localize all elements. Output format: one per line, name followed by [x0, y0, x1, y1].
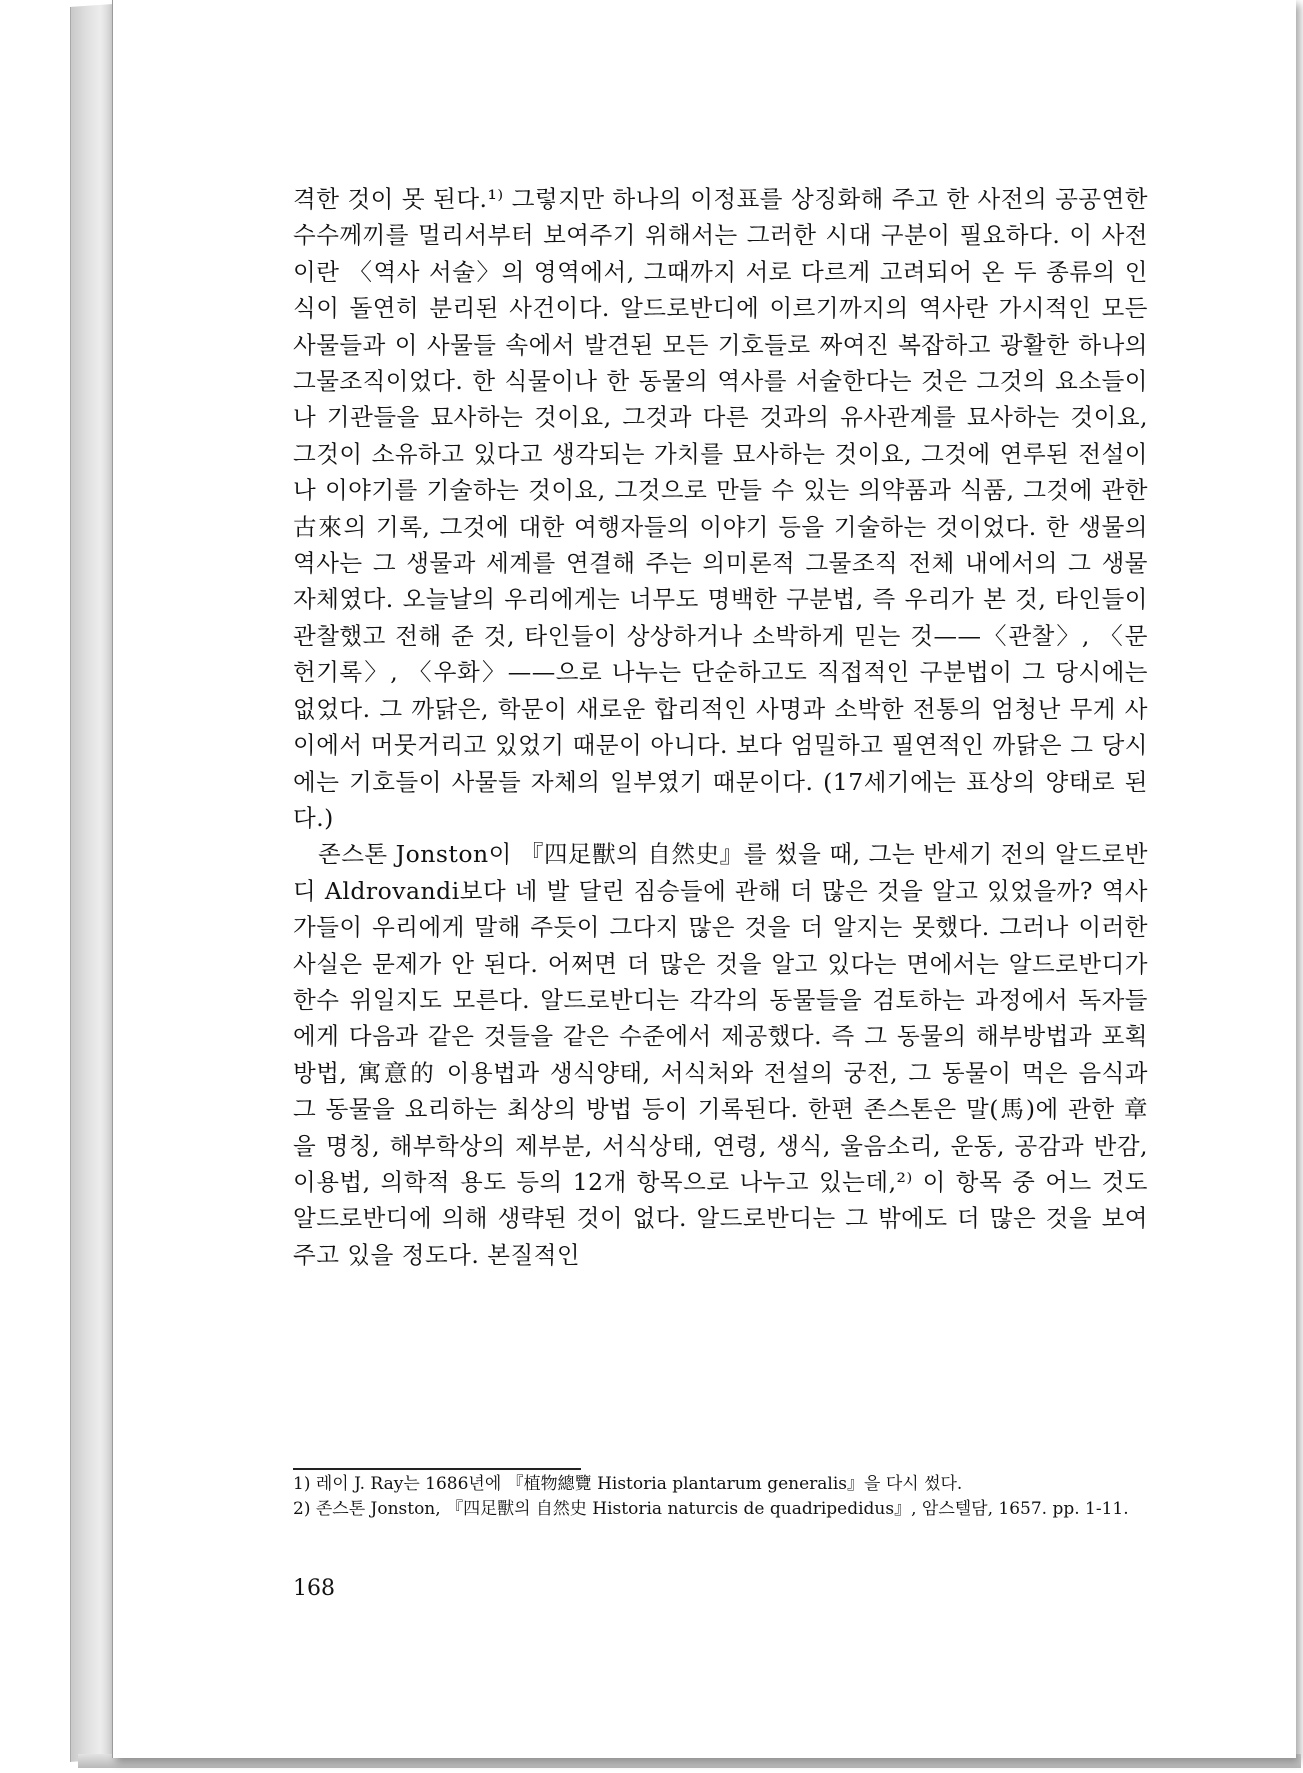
book-spine	[70, 4, 113, 1762]
page-number: 168	[293, 1576, 335, 1601]
paragraph-2: 존스톤 Jonston이 『四足獸의 自然史』를 썼을 때, 그는 반세기 전의 알드로반디 Aldrovandi보다 네 발 달린 짐승들에 관해 더 많은 것을 알고 있었을까? 역사가들이 우리에게 말해 주듯이 그다지 많은 것을 더 알지는 못했다. 그러나 이러한 사실은 문제가 안 된다. 어쩌면 더 많은 것을 알고 있다는 면에서는 알드로반디가 한수 위일지도 모른다. 알드로반디는 각각의 동물들을 검토하는 과정에서 독자들에게 다음과 같은 것들을 같은 수준에서 제공했다. 즉 그 동물의 해부방법과 포획방법, 寓意的 이용법과 생식양태, 서식처와 전설의 궁전, 그 동물이 먹은 음식과 그 동물을 요리하는 최상의 방법 등이 기록된다. 한편 존스톤은 말(馬)에 관한 章을 명칭, 해부학상의 제부분, 서식상태, 연령, 생식, 울음소리, 운동, 공감과 반감, 이용법, 의학적 용도 등의 12개 항목으로 나누고 있는데,²⁾ 이 항목 중 어느 것도 알드로반디에 의해 생략된 것이 없다. 알드로반디는 그 밖에도 더 많은 것을 보여주고 있을 정도다. 본질적인	[293, 840, 1148, 1269]
footnote-1: 1) 레이 J. Ray는 1686년에 『植物總覽 Historia plantarum generalis』을 다시 썼다.	[293, 1474, 963, 1494]
body-text	[293, 181, 1148, 1273]
footnotes	[293, 1472, 1148, 1522]
footnote-divider	[293, 1468, 581, 1470]
footnote-2: 2) 존스톤 Jonston, 『四足獸의 自然史 Historia naturcis de quadripedidus』, 암스텔담, 1657. pp. 1-11.	[293, 1499, 1129, 1519]
paragraph-1: 격한 것이 못 된다.¹⁾ 그렇지만 하나의 이정표를 상징화해 주고 한 사전의 공공연한 수수께끼를 멀리서부터 보여주기 위해서는 그러한 시대 구분이 필요하다. 이 사전이란 〈역사 서술〉의 영역에서, 그때까지 서로 다르게 고려되어 온 두 종류의 인식이 돌연히 분리된 사건이다. 알드로반디에 이르기까지의 역사란 가시적인 모든 사물들과 이 사물들 속에서 발견된 모든 기호들로 짜여진 복잡하고 광활한 하나의 그물조직이었다. 한 식물이나 한 동물의 역사를 서술한다는 것은 그것의 요소들이나 기관들을 묘사하는 것이요, 그것과 다른 것과의 유사관계를 묘사하는 것이요, 그것이 소유하고 있다고 생각되는 가치를 묘사하는 것이요, 그것에 연루된 전설이나 이야기를 기술하는 것이요, 그것으로 만들 수 있는 의약품과 식품, 그것에 관한 古來의 기록, 그것에 대한 여행자들의 이야기 등을 기술하는 것이었다. 한 생물의 역사는 그 생물과 세계를 연결해 주는 의미론적 그물조직 전체 내에서의 그 생물 자체였다. 오늘날의 우리에게는 너무도 명백한 구분법, 즉 우리가 본 것, 타인들이 관찰했고 전해 준 것, 타인들이 상상하거나 소박하게 믿는 것——〈관찰〉, 〈문헌기록〉, 〈우화〉——으로 나누는 단순하고도 직접적인 구분법이 그 당시에는 없었다. 그 까닭은, 학문이 새로운 합리적인 사명과 소박한 전통의 엄청난 무게 사이에서 머뭇거리고 있었기 때문이 아니다. 보다 엄밀하고 필연적인 까닭은 그 당시에는 기호들이 사물들 자체의 일부였기 때문이다. (17세기에는 표상의 양태로 된다.)	[293, 185, 1148, 832]
